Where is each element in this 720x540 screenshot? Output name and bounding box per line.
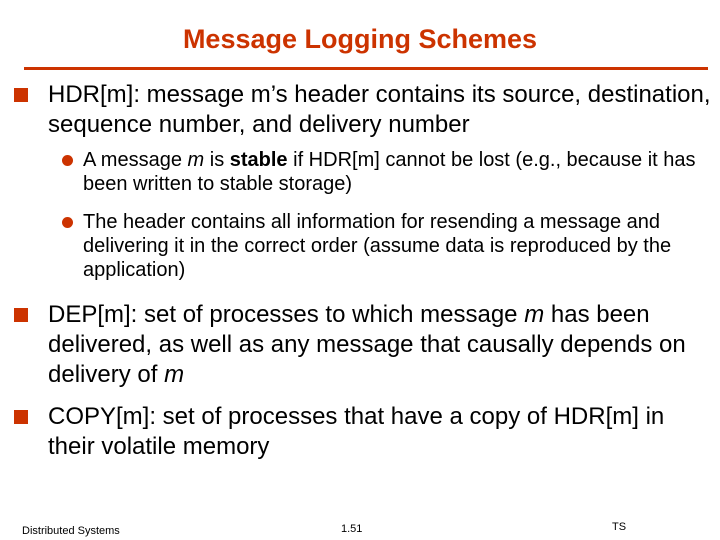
- sub-bullet-text: A message m is stable if HDR[m] cannot be lost (e.g., because it has been written to stable storage): [83, 149, 696, 195]
- sub-bullet-header-info: [62, 210, 717, 282]
- footer-slide-number: 1.51: [341, 523, 363, 535]
- square-bullet-icon: [14, 308, 28, 322]
- bullet-dep: [14, 300, 714, 390]
- round-bullet-icon: [62, 217, 73, 228]
- slide-title: Message Logging Schemes: [182, 24, 538, 54]
- sub-bullet-text: The header contains all information for resending a message and delivering it in the correct order (assume data is reproduced by the application): [83, 211, 672, 281]
- sub-bullet-stable: [62, 148, 717, 196]
- bullet-text: COPY[m]: set of processes that have a copy of HDR[m] in their volatile memory: [48, 403, 665, 460]
- bullet-hdr: [14, 80, 714, 140]
- round-bullet-icon: [62, 155, 73, 166]
- square-bullet-icon: [14, 88, 28, 102]
- footer-course: Distributed Systems: [22, 525, 120, 537]
- bullet-copy: [14, 402, 714, 462]
- bullet-text: DEP[m]: set of processes to which message m has been delivered, as well as any message that causally depends on delivery of m: [48, 301, 686, 388]
- bullet-text: HDR[m]: message m’s header contains its source, destination, sequence number, and delivery number: [48, 81, 711, 138]
- footer-author: TS: [612, 521, 627, 533]
- title-divider: [24, 67, 708, 70]
- square-bullet-icon: [14, 410, 28, 424]
